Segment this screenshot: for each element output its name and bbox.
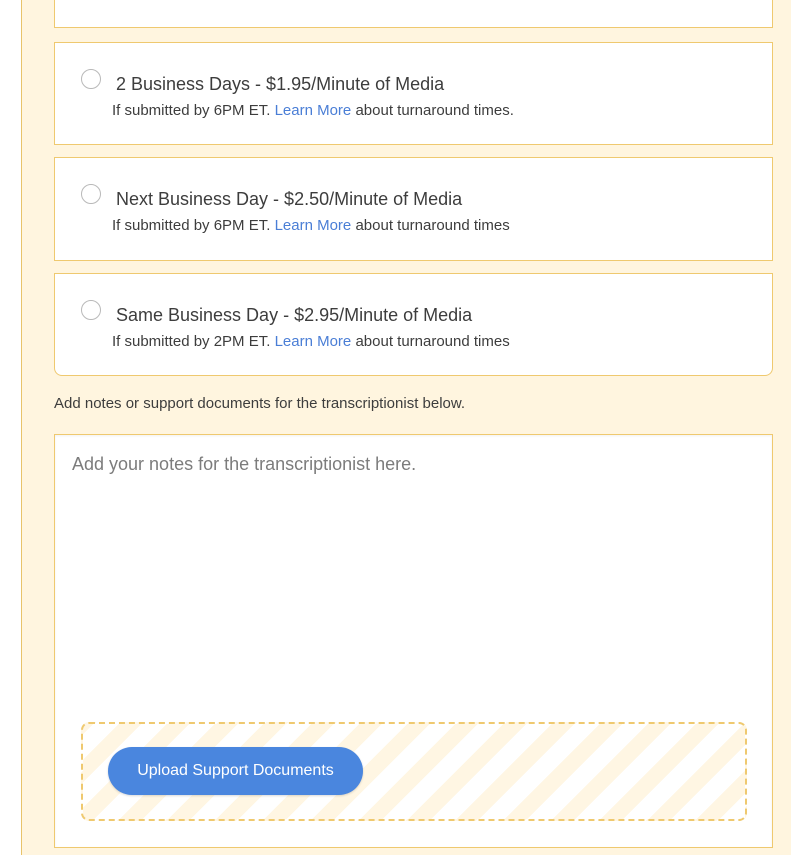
turnaround-option-card-partial[interactable] [54,0,773,28]
learn-more-link[interactable]: Learn More [274,102,352,119]
radio-same-business-day[interactable] [81,300,101,320]
option-desc-prefix: If submitted by 6PM ET. [112,102,275,119]
option-desc-suffix: about turnaround times. [351,102,514,119]
option-description-2-business-days [112,101,514,121]
notes-container [54,434,773,848]
turnaround-option-same-business-day[interactable] [54,273,773,376]
turnaround-option-2-business-days[interactable] [54,42,773,145]
upload-support-documents-button[interactable]: Upload Support Documents [108,747,363,795]
notes-textarea[interactable] [56,436,771,716]
option-title-2-business-days: 2 Business Days - $1.95/Minute of Media [116,74,445,94]
learn-more-link[interactable]: Learn More [274,333,352,350]
option-title-same-business-day: Same Business Day - $2.95/Minute of Media [116,305,473,325]
option-title-next-business-day: Next Business Day - $2.50/Minute of Media [116,189,463,209]
option-desc-suffix: about turnaround times [351,333,510,350]
notes-label: Add notes or support documents for the transcriptionist below. [54,395,466,412]
option-description-same-business-day [112,332,510,352]
option-description-next-business-day [112,216,510,236]
radio-next-business-day[interactable] [81,184,101,204]
turnaround-option-next-business-day[interactable] [54,157,773,261]
option-desc-prefix: If submitted by 2PM ET. [112,333,275,350]
learn-more-link[interactable]: Learn More [274,217,352,234]
upload-dropzone[interactable] [81,722,747,821]
radio-2-business-days[interactable] [81,69,101,89]
option-desc-suffix: about turnaround times [351,217,510,234]
option-desc-prefix: If submitted by 6PM ET. [112,217,275,234]
